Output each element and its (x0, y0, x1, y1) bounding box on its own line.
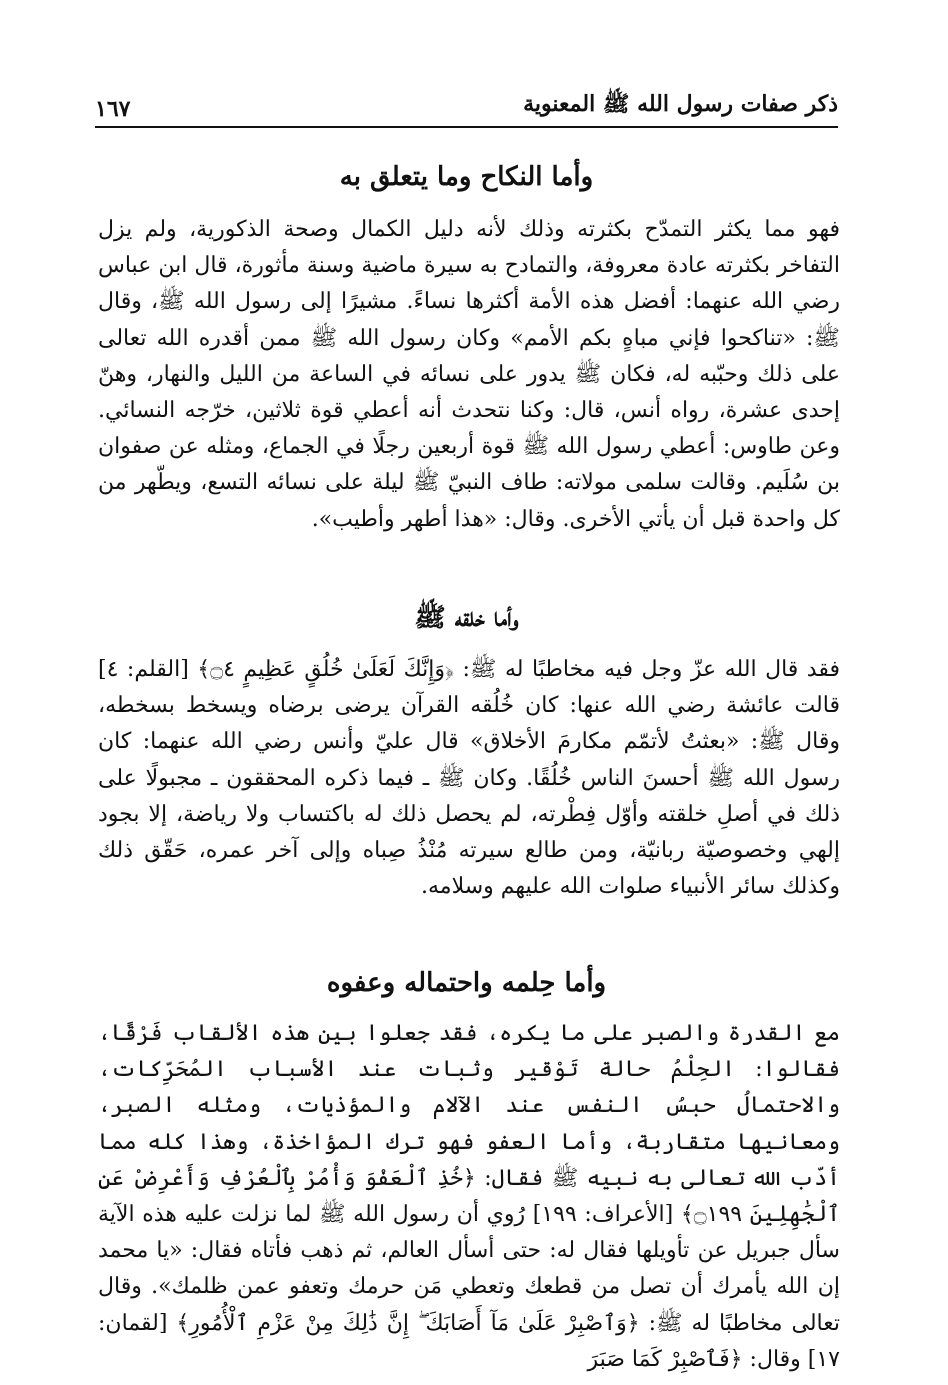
paragraph-marriage: فهو مما يكثر التمدّح بكثرته وذلك لأنه دليل الكمال وصحة الذكورية، ولم يزل التفاخر بكثرته عادة معروفة، والتمادح به سيرة ماضية وسنة مأثورة، قال ابن عباس رضي الله عنهما: أفضل هذه الأمة أكثرها نساءً. مشيرًا إلى رسول الله ﷺ، وقال ﷺ: «تناكحوا فإني مباهٍ بكم الأمم» وكان رسول الله ﷺ ممن أقدره الله تعالى على ذلك وحبّبه له، فكان ﷺ يدور على نسائه في الساعة من الليل والنهار، وهنّ إحدى عشرة، رواه أنس، قال: وكنا نتحدث أنه أعطي قوة ثلاثين، خرّجه النسائي. وعن طاوس: أعطي رسول الله ﷺ قوة أربعين رجلًا في الجماع، ومثله عن صفوان بن سُلَيم. وقالت سلمى مولاته: طاف النبيّ ﷺ ليلة على نسائه التسع، ويطّهر من كل واحدة قبل أن يأتي الأخرى. وقال: «هذا أطهر وأطيب». (98, 217, 840, 532)
section-heading-marriage: وأما النكاح وما يتعلق به (339, 162, 594, 192)
section-heading-character: وأما خلقه ﷺ (414, 603, 519, 633)
running-header (95, 86, 838, 128)
paragraph-character: فقد قال الله عزّ وجل فيه مخاطبًا له ﷺ: ﴿وَإِنَّكَ لَعَلَىٰ خُلُقٍ عَظِيمٍ ۝٤﴾ [القلم: ٤] قالت عائشة رضي الله عنها: كان خُلُقه القرآن يرضى برضاه ويسخط بسخطه، وقال ﷺ: «بعثتُ لأتمّم مكارمَ الأخلاق» قال عليّ وأنس رضي الله عنهما: كان رسول الله ﷺ أحسنَ الناس خُلُقًا. وكان ﷺ ـ فيما ذكره المحققون ـ مجبولًا على ذلك في أصلِ خلقته وأوّل فِطْرته، لم يحصل ذلك له باكتساب ولا رياضة، إلا بجود إلهي وخصوصيّة ربانيّة، ومن طالع سيرته مُنْذُ صِباه وإلى آخر عمره، حَقّق ذلك وكذلك سائر الأنبياء صلوات الله عليهم وسلامه. (98, 657, 840, 900)
paragraph-forbearance: مع القدرة والصبر على ما يكره، فقد جعلوا بين هذه الألقاب فَرْقًا، فقالوا: الحِلْمُ حالة تَوْقير وثبات عند الأسباب المُحَرِّكات، والاحتمالُ حبسُ النفس عند الآلام والمؤذيات، ومثله الصبر، ومعانيها متقاربة، وأما العفو فهو ترك المؤاخذة، وهذا كله مما أدّب الله تعالى به نبيه ﷺ فقال: ﴿خُذِ ٱلْعَفْوَ وَأْمُرْ بِٱلْعُرْفِ وَأَعْرِضْ عَنِ ٱلْجَٰهِلِينَ ۝١٩٩﴾ [الأعراف: ١٩٩] رُوي أن رسول الله ﷺ لما نزلت عليه هذه الآية سأل جبريل عن تأويلها فقال له: حتى أسأل العالم، ثم ذهب فأتاه فقال: «يا محمد إن الله يأمرك أن تصل من قطعك وتعطي مَن حرمك وتعفو عمن ظلمك». وقال تعالى مخاطبًا له ﷺ: ﴿وَٱصْبِرْ عَلَىٰ مَآ أَصَابَكَ ۖ إِنَّ ذَٰلِكَ مِنْ عَزْمِ ٱلْأُمُورِ﴾ [لقمان: ١٧] وقال: ﴿فَٱصْبِرْ كَمَا صَبَرَ (98, 1021, 840, 1372)
page-number: ١٦٧ (95, 96, 131, 122)
section-heading-forbearance: وأما حِلمه واحتماله وعفوه (326, 968, 607, 998)
running-title: ذكر صفات رسول الله ﷺ المعنوية (523, 91, 838, 117)
